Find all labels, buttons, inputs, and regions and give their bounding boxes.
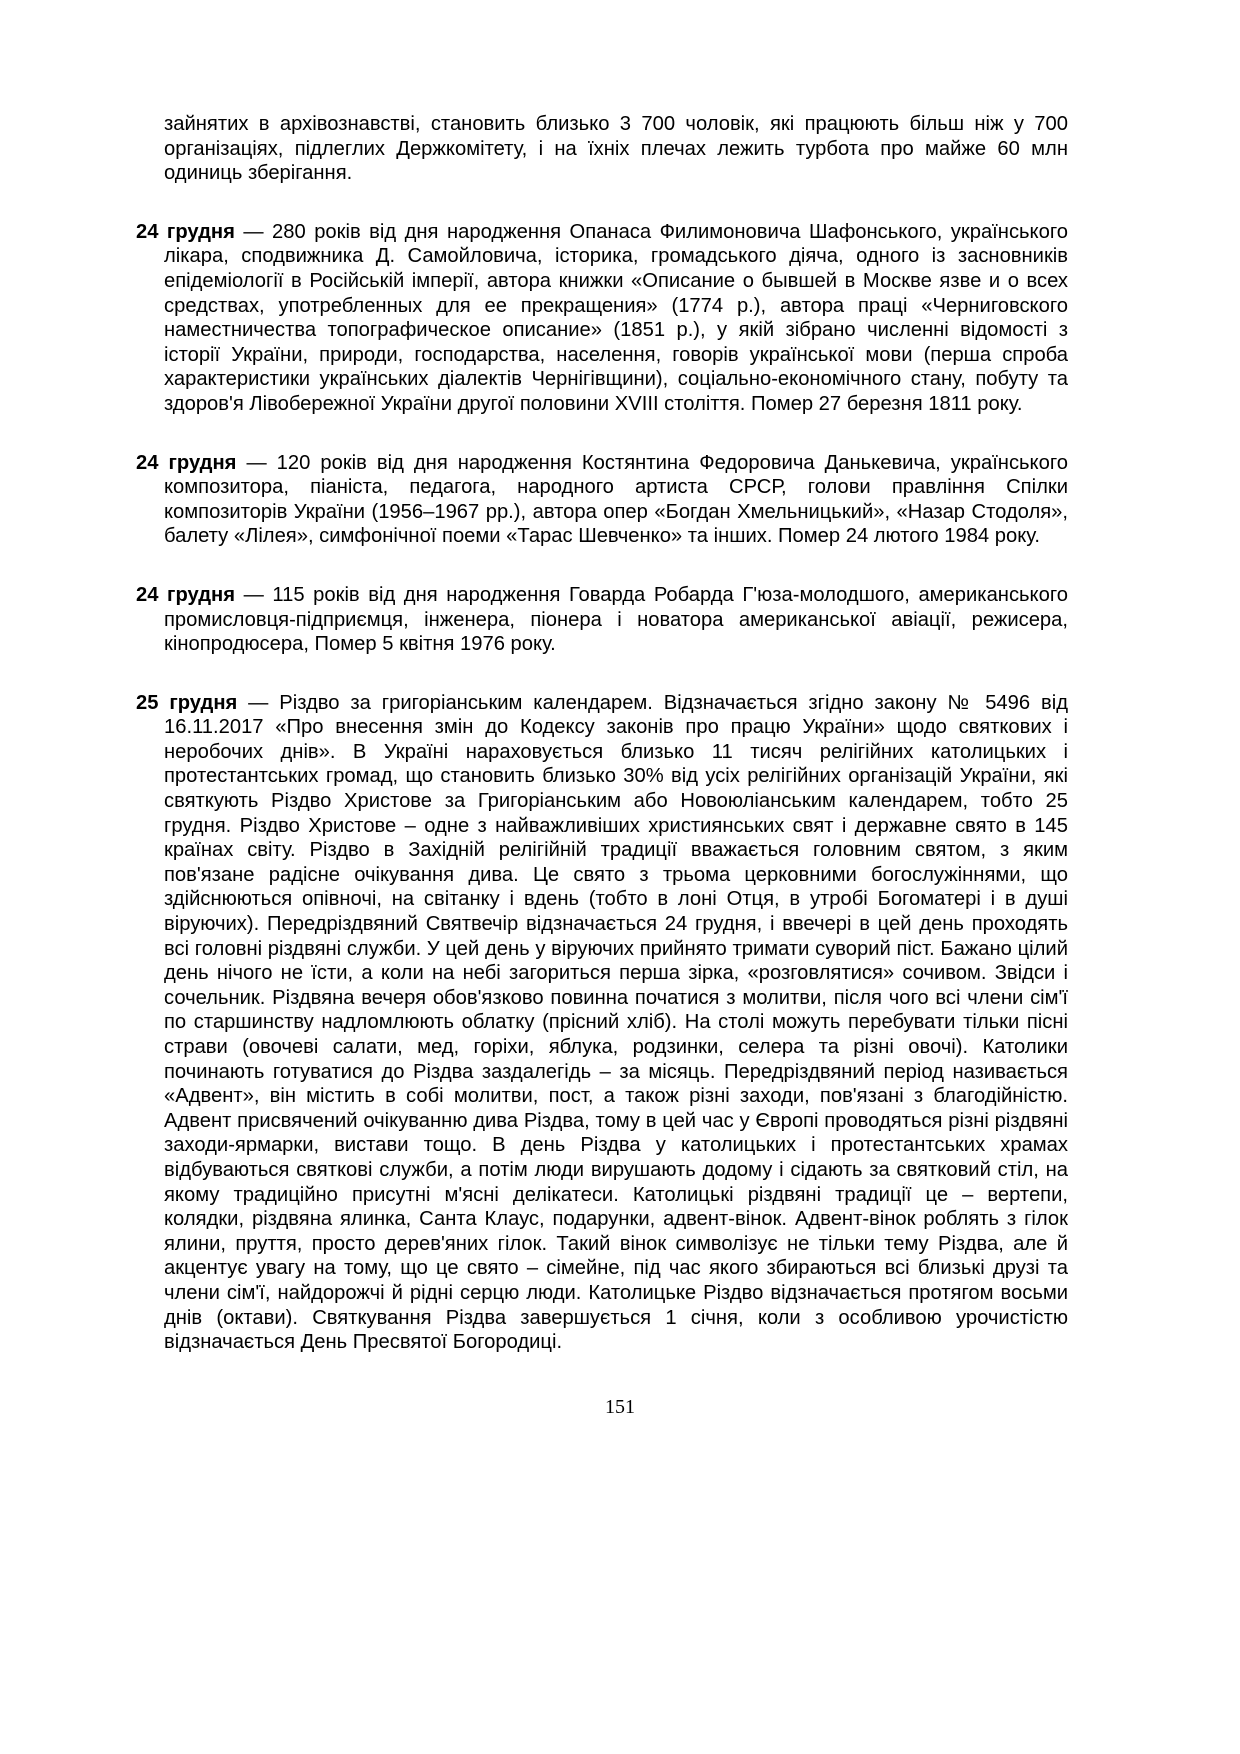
calendar-entry: [136, 451, 1068, 549]
calendar-entry: [136, 220, 1068, 417]
calendar-entry: [136, 691, 1068, 1355]
entry-date: 24 грудня: [136, 451, 237, 474]
entry-text: — 280 років від дня народження Опанаса Филимоновича Шафонського, українського лікара, сподвижника Д. Самойловича, історика, громадського діяча, одного із засновників епідеміології в Російській імперії, автора книжки «Описание о бывшей в Москве язве и о всех средствах, употребленных для ее прекращения» (1774 р.), автора праці «Черниговского наместничества топографическое описание» (1851 р.), у якій зібрано численні відомості з історії України, природи, господарства, населення, говорів української мови (перша спроба характеристики українських діалектів Чернігівщини), соціально-економічного стану, побуту та здоров'я Лівобережної України другої половини XVIII століття. Помер 27 березня 1811 року.: [164, 220, 1068, 415]
intro-paragraph: зайнятих в архівознавстві, становить близько 3 700 чоловік, які працюють більш ніж у 700 організаціях, підлеглих Держкомітету, і на їхніх плечах лежить турбота про майже 60 млн одиниць зберігання.: [164, 113, 1068, 185]
entry-text: — Різдво за григоріанським календарем. Відзначається згідно закону № 5496 від 16.11.2017 «Про внесення змін до Кодексу законів про працю України» щодо святкових і неробочих днів». В Україні нараховується близько 11 тисяч релігійних католицьких і протестантських громад, що становить близько 30% від усіх релігійних організацій України, які святкують Різдво Христове за Григоріанським або Новоюліанським календарем, тобто 25 грудня. Різдво Христове – одне з найважливіших християнських свят і державне свято в 145 країнах світу. Різдво в Західній релігійній традиції вважається головним святом, з яким пов'язане радісне очікування дива. Це свято з трьома церковними богослужіннями, що здійснюються опівночі, на світанку і вдень (тобто в лоні Отця, в утробі Богоматері і в душі віруючих). Передріздвяний Святвечір відзначається 24 грудня, і ввечері в цей день проходять всі головні різдвяні служби. У цей день у віруючих прийнято тримати суворий піст. Бажано цілий день нічого не їсти, а коли на небі загориться перша зірка, «розговлятися» сочивом. Звідси і сочельник. Різдвяна вечеря обов'язково повинна початися з молитви, після чого всі члени сім'ї по старшинству надломлюють облатку (прісний хліб). На столі можуть перебувати тільки пісні страви (овочеві салати, мед, горіхи, яблука, родзинки, селера та різні овочі). Католики починають готуватися до Різдва заздалегідь – за місяць. Передріздвяний період називається «Адвент», він містить в собі молитви, пост, а також різні заходи, пов'язані з благодійністю. Адвент присвячений очікуванню дива Різдва, тому в цей час у Європі проводяться різні різдвяні заходи-ярмарки, вистави тощо. В день Різдва у католицьких і протестантських храмах відбуваються святкові служби, а потім люди вирушають додому і сідають за святковий стіл, на якому традиційно присутні м'ясні делікатеси. Католицькі різдвяні традиції це – вертепи, колядки, різдвяна ялинка, Санта Клаус, подарунки, адвент-вінок. Адвент-вінок роблять з гілок ялини, пруття, просто дерев'яних гілок. Такий вінок символізує не тільки тему Різдва, але й акцентує увагу на тому, що це свято – сімейне, під час якого збираються всі близькі друзі та члени сім'ї, найдорожчі й рідні серцю люди. Католицьке Різдво відзначається протягом восьми днів (октави). Святкування Різдва завершується 1 січня, коли з особливою урочистістю відзначається День Пресвятої Богородиці.: [164, 691, 1068, 1354]
entry-text: — 115 років від дня народження Говарда Робарда Г'юза-молодшого, американського промисловця-підприємця, інженера, піонера і новатора американської авіації, режисера, кінопродюсера, Помер 5 квітня 1976 року.: [164, 583, 1068, 656]
page-content: [136, 112, 1068, 1389]
entry-date: 24 грудня: [136, 220, 235, 243]
calendar-entry: [136, 583, 1068, 657]
page-number: 151: [605, 1396, 635, 1418]
entry-date: 24 грудня: [136, 583, 236, 606]
entry-text: — 120 років від дня народження Костянтина Федоровича Данькевича, українського композитора, піаніста, педагога, народного артиста СРСР, голови правління Спілки композиторів України (1956–1967 рр.), автора опер «Богдан Хмельницький», «Назар Стодоля», балету «Лілея», симфонічної поеми «Тарас Шевченко» та інших. Помер 24 лютого 1984 року.: [164, 451, 1068, 548]
entry-date: 25 грудня: [136, 691, 238, 714]
